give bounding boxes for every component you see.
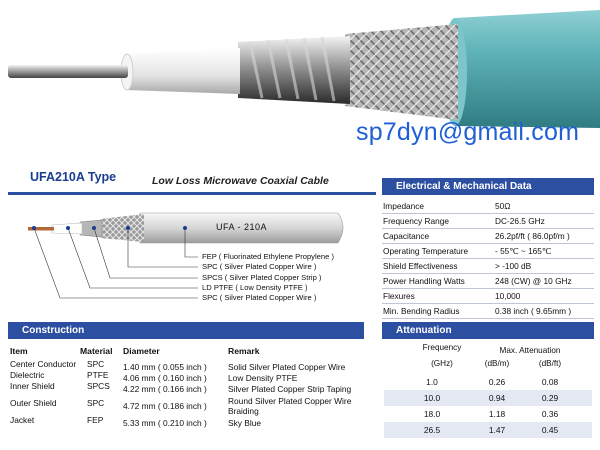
elec-key: Power Handling Watts <box>383 275 465 286</box>
construction-section-header: Construction <box>8 322 364 339</box>
att-freq: 10.0 <box>423 393 441 403</box>
elec-row <box>383 198 595 213</box>
construction-remark: Solid Silver Plated Copper Wire <box>228 362 346 372</box>
layer-label-outer-shield: SPC ( Silver Plated Copper Wire ) <box>202 262 317 271</box>
att-header-db-ft: (dB/ft) <box>538 359 562 368</box>
col-header-item: Item <box>10 346 28 356</box>
diagram-braid <box>100 214 144 242</box>
construction-item: Jacket <box>10 415 35 425</box>
construction-diameter: 4.72 mm ( 0.186 inch ) <box>123 401 207 411</box>
layer-label-dielectric: LD PTFE ( Low Density PTFE ) <box>202 283 308 292</box>
att-header-db-m: (dB/m) <box>484 359 510 368</box>
att-freq: 1.0 <box>426 377 438 387</box>
contact-email[interactable]: sp7dyn@gmail.com <box>356 118 580 146</box>
att-db-ft: 0.29 <box>541 393 559 403</box>
att-header-max: Max. Attenuation <box>499 346 561 355</box>
att-db-ft: 0.45 <box>541 425 559 435</box>
type-title: UFA210A Type <box>30 170 117 184</box>
elec-row <box>383 258 595 273</box>
construction-diameter: 4.06 mm ( 0.160 inch ) <box>123 373 207 383</box>
electrical-section-header: Electrical & Mechanical Data <box>382 178 594 195</box>
att-db-m: 0.94 <box>488 393 506 403</box>
construction-item: Center Conductor <box>10 359 77 369</box>
elec-key: Impedance <box>383 200 425 211</box>
cable-cross-diagram <box>20 205 350 310</box>
construction-diameter: 1.40 mm ( 0.055 inch ) <box>123 362 207 372</box>
construction-material: SPC <box>87 398 105 408</box>
construction-remark-continued: Braiding <box>228 406 259 416</box>
elec-row <box>383 273 595 288</box>
construction-remark: Round Silver Plated Copper Wire <box>228 396 352 406</box>
att-db-ft: 0.36 <box>541 409 559 419</box>
elec-row <box>383 213 595 228</box>
construction-diameter: 4.22 mm ( 0.166 inch ) <box>123 384 207 394</box>
elec-key: Frequency Range <box>383 215 449 226</box>
elec-value: 50Ω <box>495 200 511 211</box>
elec-value: 10,000 <box>495 290 521 301</box>
att-row <box>384 374 592 390</box>
elec-key: Flexures <box>383 290 415 301</box>
elec-value: 0.38 inch ( 9.65mm ) <box>495 305 572 316</box>
layer-label-inner-shield: SPCS ( Silver Plated Copper Strip ) <box>202 273 322 282</box>
header-divider <box>8 192 376 195</box>
att-freq: 18.0 <box>423 409 441 419</box>
col-header-material: Material <box>80 346 113 356</box>
construction-material: PTFE <box>87 370 109 380</box>
col-header-remark: Remark <box>228 346 260 356</box>
construction-material: SPCS <box>87 381 110 391</box>
construction-material: SPC <box>87 359 105 369</box>
construction-item: Inner Shield <box>10 381 55 391</box>
elec-value: DC-26.5 GHz <box>495 215 545 226</box>
elec-key: Min. Bending Radius <box>383 305 460 316</box>
elec-row <box>383 288 595 303</box>
construction-item: Dielectric <box>10 370 45 380</box>
elec-value: - 55℃ ~ 165℃ <box>495 245 552 256</box>
att-row <box>384 406 592 422</box>
construction-remark: Low Density PTFE <box>228 373 298 383</box>
layer-label-jacket: FEP ( Fluorinated Ethylene Propylene ) <box>202 252 334 261</box>
construction-remark: Silver Plated Copper Strip Taping <box>228 384 352 394</box>
elec-key: Capacitance <box>383 230 430 241</box>
cable-photo-banner <box>0 0 600 152</box>
att-header-ghz: (GHz) <box>431 359 453 368</box>
dielectric-section <box>126 48 240 94</box>
elec-key: Operating Temperature <box>383 245 469 256</box>
att-db-m: 1.18 <box>488 409 506 419</box>
att-header-frequency: Frequency <box>422 343 462 352</box>
layer-label-center-conductor: SPC ( Silver Plated Copper Wire ) <box>202 293 317 302</box>
elec-value: 248 (CW) @ 10 GHz <box>495 275 572 286</box>
diagram-cable-label: UFA - 210A <box>216 222 268 232</box>
elec-value: 26.2pf/ft ( 86.0pf/m ) <box>495 230 570 241</box>
elec-row <box>383 243 595 258</box>
att-db-ft: 0.08 <box>541 377 559 387</box>
attenuation-section-header: Attenuation <box>382 322 594 339</box>
center-conductor-section <box>8 65 128 78</box>
elec-divider <box>382 318 594 319</box>
construction-diameter: 5.33 mm ( 0.210 inch ) <box>123 418 207 428</box>
construction-material: FEP <box>87 415 104 425</box>
att-freq: 26.5 <box>423 425 441 435</box>
att-db-m: 0.26 <box>488 377 506 387</box>
jacket-section <box>455 10 600 128</box>
product-subtitle: Low Loss Microwave Coaxial Cable <box>152 175 329 187</box>
col-header-diameter: Diameter <box>123 346 160 356</box>
elec-row <box>383 228 595 243</box>
elec-value: > -100 dB <box>495 260 532 271</box>
elec-row <box>383 303 595 318</box>
elec-key: Shield Effectiveness <box>383 260 458 271</box>
att-row <box>384 390 592 406</box>
att-db-m: 1.47 <box>488 425 506 435</box>
att-row <box>384 422 592 438</box>
construction-remark: Sky Blue <box>228 418 262 428</box>
construction-item: Outer Shield <box>10 398 57 408</box>
braid-section <box>345 24 458 120</box>
